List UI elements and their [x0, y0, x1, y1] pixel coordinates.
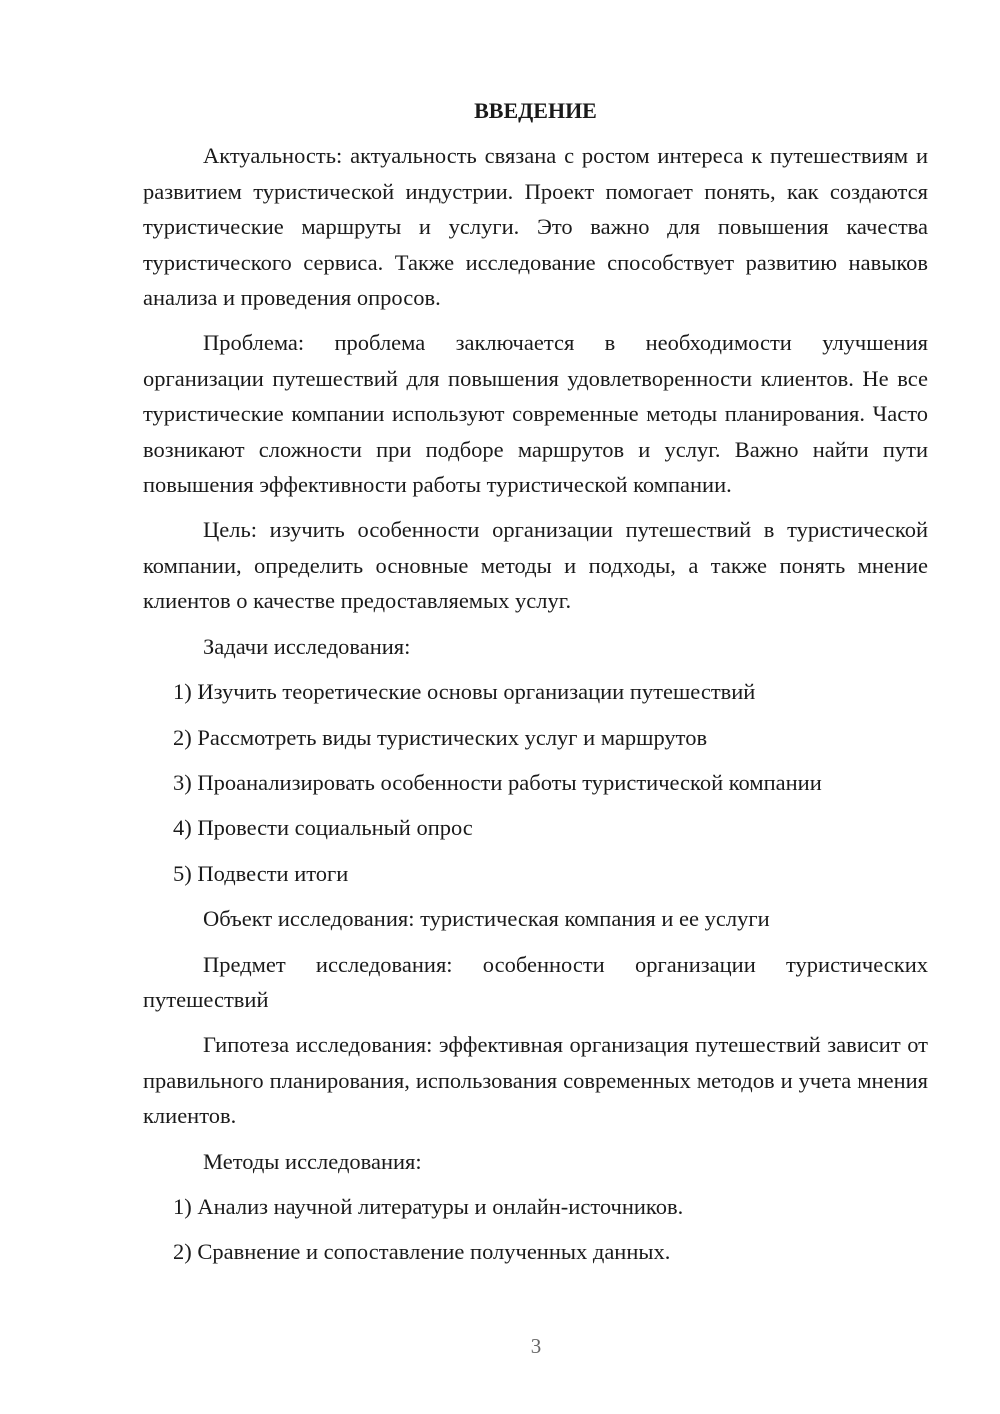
method-item: 1) Анализ научной литературы и онлайн-источников. — [173, 1193, 684, 1219]
goal-paragraph: Цель: изучить особенности организации путешествий в туристической компании, определить основные методы и подходы, а также понять мнение клиентов о качестве предоставляемых услуг. — [143, 517, 928, 614]
methods-heading: Методы исследования: — [203, 1148, 422, 1174]
task-item: 4) Провести социальный опрос — [173, 815, 473, 841]
relevance-paragraph: Актуальность: актуальность связана с ростом интереса к путешествиям и развитием туристической индустрии. Проект помогает понять, как создаются туристические маршруты и услуги. Это важно для повышения качества туристического сервиса. Также исследование способствует развитию навыков анализа и проведения опросов. — [143, 143, 928, 311]
object-paragraph: Объект исследования: туристическая компания и ее услуги — [203, 906, 770, 932]
task-item: 5) Подвести итоги — [173, 860, 349, 886]
task-item: 2) Рассмотреть виды туристических услуг и маршрутов — [173, 724, 708, 750]
tasks-heading: Задачи исследования: — [203, 633, 411, 659]
page-title: ВВЕДЕНИЕ — [474, 98, 597, 123]
subject-paragraph: Предмет исследования: особенности организации туристических путешествий — [143, 951, 928, 1012]
hypothesis-paragraph: Гипотеза исследования: эффективная организация путешествий зависит от правильного планирования, использования современных методов и учета мнения клиентов. — [143, 1032, 928, 1129]
page-number: 3 — [530, 1334, 542, 1358]
task-item: 3) Проанализировать особенности работы туристической компании — [173, 769, 822, 795]
task-item: 1) Изучить теоретические основы организации путешествий — [173, 679, 756, 705]
document-page — [143, 93, 928, 1280]
method-item: 2) Сравнение и сопоставление полученных данных. — [173, 1239, 671, 1265]
problem-paragraph: Проблема: проблема заключается в необходимости улучшения организации путешествий для повышения удовлетворенности клиентов. Не все туристические компании используют современные методы планирования. Часто возникают сложности при подборе маршрутов и услуг. Важно найти пути повышения эффективности работы туристической компании. — [143, 330, 928, 498]
